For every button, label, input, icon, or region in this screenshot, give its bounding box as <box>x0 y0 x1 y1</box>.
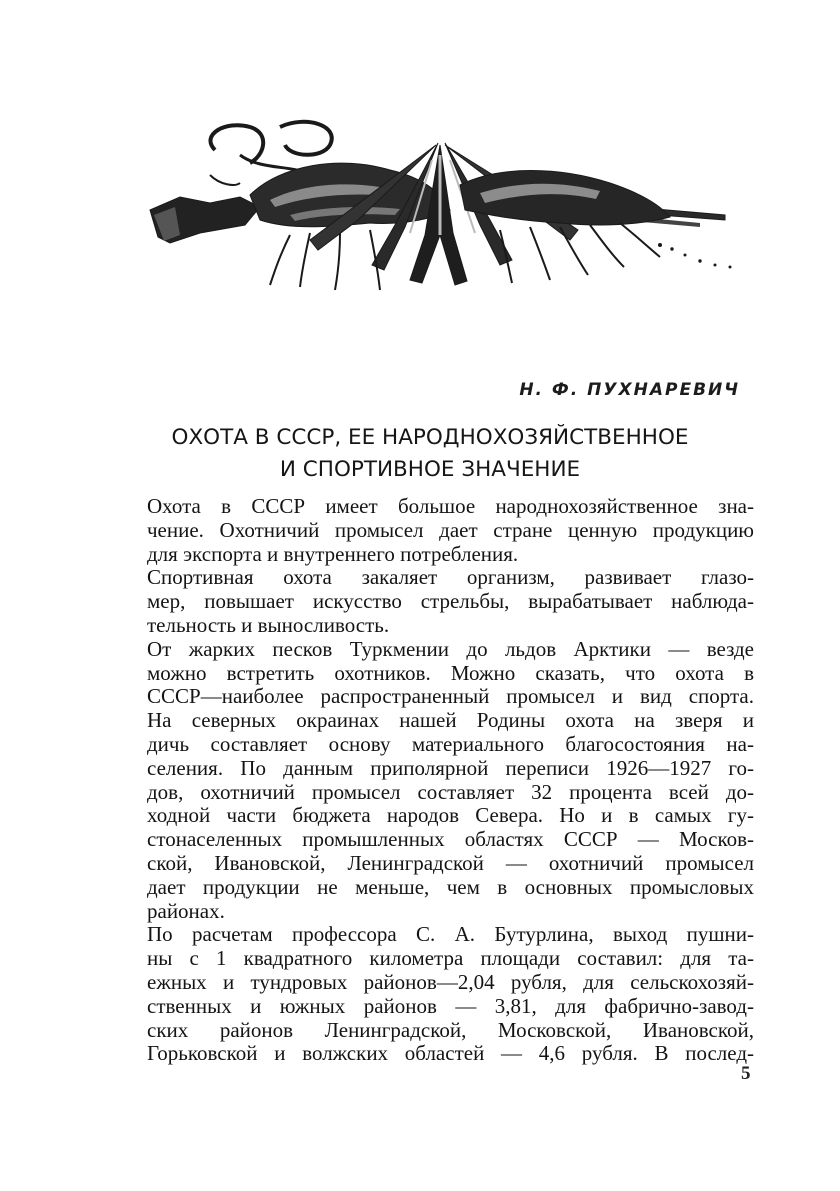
text-line: тельность и выносливость. <box>147 612 390 637</box>
text-line: ежных и тундровых районов—2,04 рубля, для сельскохозяй- <box>147 969 754 994</box>
text-line: районах. <box>147 898 225 923</box>
text-line: Охота в СССР имеет большое народнохозяйственное зна- <box>147 494 754 518</box>
text-line: ходной части бюджета народов Севера. Но и в самых гу- <box>147 803 754 828</box>
text-line: ской, Ивановской, Ленинградской — охотничий промысел <box>147 850 754 875</box>
text-line: На северных окраинах нашей Родины охота на зверя и <box>147 708 754 733</box>
text-line: дичь составляет основу материального благосостояния на- <box>147 731 754 756</box>
paragraph-1 <box>118 495 754 566</box>
text-line: можно встретить охотников. Можно сказать, что охота в <box>147 660 754 685</box>
text-line: стонаселенных промышленных областях СССР — Москов- <box>147 827 754 852</box>
paragraph-4 <box>118 709 754 923</box>
text-line: Горьковской и волжских областей — 4,6 рубля. В послед- <box>147 1041 754 1066</box>
hunting-trophies-icon <box>150 122 731 290</box>
article-title <box>110 422 750 486</box>
article-body <box>118 495 754 1066</box>
text-line: ственных и южных районов — 3,81, для фабрично-завод- <box>147 993 754 1018</box>
hunting-trophies-illustration <box>140 115 740 295</box>
paragraph-2 <box>118 566 754 637</box>
text-line: чение. Охотничий промысел дает стране ценную продукцию <box>147 517 754 542</box>
text-line: мер, повышает искусство стрельбы, вырабатывает наблюда- <box>147 589 754 614</box>
paragraph-3 <box>118 638 754 709</box>
title-line-1: ОХОТА В СССР, ЕЕ НАРОДНОХОЗЯЙСТВЕННОЕ <box>171 425 689 450</box>
text-line: дает продукции не меньше, чем в основных промысловых <box>147 874 754 899</box>
text-line: дов, охотничий промысел составляет 32 процента всей до- <box>147 779 754 804</box>
text-line: ны с 1 квадратного километра площади составил: для та- <box>147 946 754 971</box>
page-number: 5 <box>741 1063 751 1084</box>
text-line: ских районов Ленинградской, Московской, Ивановской, <box>147 1017 754 1042</box>
paragraph-5 <box>118 923 754 1066</box>
text-line: селения. По данным приполярной переписи 1926—1927 го- <box>147 755 754 780</box>
text-line: для экспорта и внутреннего потребления. <box>147 541 519 566</box>
text-line: По расчетам профессора С. А. Бутурлина, выход пушни- <box>147 922 754 947</box>
title-line-2: И СПОРТИВНОЕ ЗНАЧЕНИЕ <box>279 457 581 482</box>
text-line: От жарких песков Туркмении до льдов Арктики — везде <box>147 636 754 661</box>
text-line: СССР—наиболее распространенный промысел и вид спорта. <box>147 684 754 709</box>
author-name: Н. Ф. ПУХНАРЕВИЧ <box>519 380 740 400</box>
text-line: Спортивная охота закаляет организм, развивает глазо- <box>147 565 754 590</box>
